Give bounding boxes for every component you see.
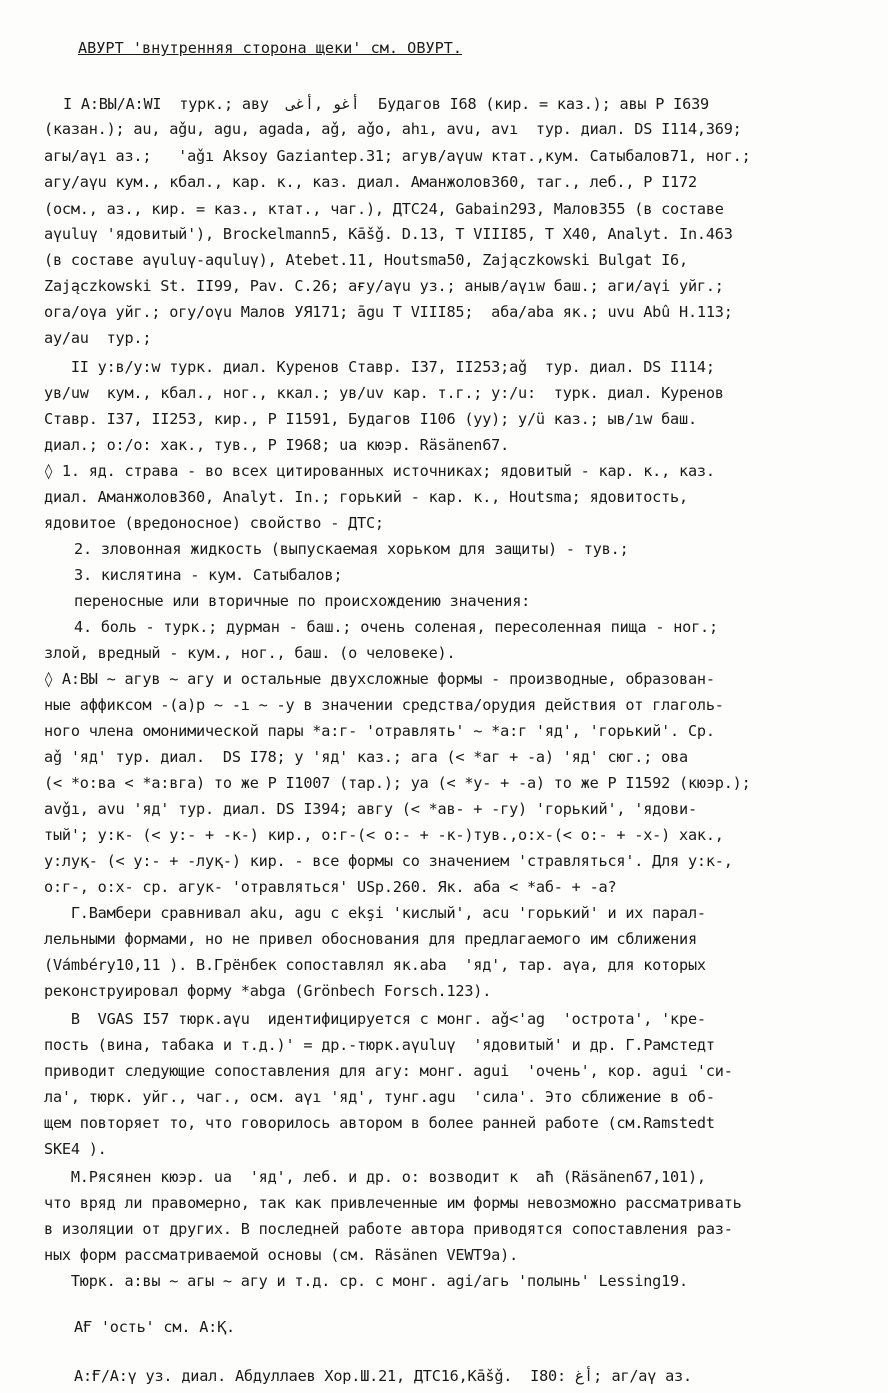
line-6: аүuluү 'ядовитый'), Brockelmann5, Kāšǧ. D.13, Т VIII85, Т X40, Analyt. In.463 <box>44 225 733 243</box>
line-46: Тюрк. а:вы ~ агы ~ агу и т.д. ср. с монг. agi/агь 'полынь' Lessing19. <box>44 1272 688 1290</box>
line-23: ◊ А:ВЫ ~ агув ~ агу и остальные двухсложные формы - производные, образован- <box>44 670 715 688</box>
line-18: 2. зловонная жидкость (выпускаемая хорьком для защиты) - тув.; <box>74 540 629 558</box>
line-33: лельными формами, но не привел обоснования для предлагаемого им сближения <box>44 930 697 948</box>
line-34: (Vámbéry10,11 ). В.Грёнбек сопоставлял як.aba 'яд', тар. аүа, для которых <box>44 956 706 974</box>
line-16: диал. Аманжолов360, Analyt. In.; горький - кар. к., Houtsma; ядовитость, <box>44 488 688 506</box>
line-4: агу/аүu кум., кбал., кар. к., каз. диал. Аманжолов360, таг., леб., Р I172 <box>44 173 697 191</box>
line-19: 3. кислятина - кум. Сатыбалов; <box>74 566 343 584</box>
line-13: Ставр. I37, II253, кир., Р I1591, Будагов I106 (уу); у/ü каз.; ыв/ıw баш. <box>44 410 697 428</box>
line-31: о:г-, о:х- ср. агук- 'отравляться' USp.260. Як. аба < *аб- + -а? <box>44 878 617 896</box>
line-38: приводит следующие сопоставления для агу: монг. agui 'очень', кор. agui 'си- <box>44 1062 733 1080</box>
entry-ag: А:Ғ/А:ү уз. диал. Абдуллаев Хор.Ш.21, ДТС16,Kāšǧ. I80: أغ; аг/аү аз. <box>74 1367 692 1385</box>
line-1: I А:ВЫ/А:WI турк.; аву أغو ,أغى Будагов I68 (кир. = каз.); авы Р I639 <box>63 95 709 113</box>
line-36: В VGAS I57 тюрк.аүu идентифицируется с монг. aǧ<'ag 'острота', 'кре- <box>44 1010 706 1028</box>
line-9: ога/оүа уйг.; огу/оүu Малов УЯ171; āgu Т VIII85; аба/aba як.; uvu Abû H.113; <box>44 303 733 321</box>
line-30: у:луқ- (< у:- + -луқ-) кир. - все формы со значением 'стравляться'. Для у:к-, <box>44 852 733 870</box>
line-37: пость (вина, табака и т.д.)' = др.-тюрк.аүuluү 'ядовитый' и др. Г.Рамстедт <box>44 1036 715 1054</box>
line-14: диал.; о:/о: хак., тув., Р I968; ua кюэр. Räsänen67. <box>44 436 510 454</box>
line-43: что вряд ли правомерно, так как привлеченные им формы невозможно рассматривать <box>44 1194 742 1212</box>
line-35: реконструировал форму *abga (Grönbech Forsch.123). <box>44 982 492 1000</box>
line-45: ных форм рассматриваемой основы (см. Räsänen VEWT9a). <box>44 1246 519 1264</box>
line-41: SKE4 ). <box>44 1140 107 1158</box>
line-12: ув/uw кум., кбал., ног., ккал.; ув/uv кар. т.г.; у:/u: турк. диал. Куренов <box>44 384 724 402</box>
line-39: ла', тюрк. уйг., чаг., осм. аүı 'яд', тунг.agu 'сила'. Это сближение в об- <box>44 1088 715 1106</box>
line-17: ядовитое (вредоносное) свойство - ДТС; <box>44 514 384 532</box>
line-8: Zajączkowski St. II99, Pav. C.26; ағу/аүu уз.; аныв/аүıw баш.; аги/аүi уйг.; <box>44 277 724 295</box>
line-5: (осм., аз., кир. = каз., ктат., чаг.), ДТС24, Gabain293, Малов355 (в составе <box>44 200 724 218</box>
line-42: М.Рясянен кюэр. ua 'яд', леб. и др. о: возводит к aħ (Räsänen67,101), <box>44 1168 706 1186</box>
entry-af: АҒ 'ость' см. А:Қ. <box>74 1318 235 1336</box>
line-21: 4. боль - турк.; дурман - баш.; очень соленая, пересоленная пища - ног.; <box>74 618 718 636</box>
line-40: щем повторяет то, что говорилось автором в более ранней работе (см.Ramstedt <box>44 1114 715 1132</box>
line-7: (в составе аүuluү-aquluү), Atebet.11, Houtsma50, Zajączkowski Bulgat I6, <box>44 251 688 269</box>
line-11: II у:в/у:w турк. диал. Куренов Ставр. I37, II253;аǧ тур. диал. DS I114; <box>44 358 715 376</box>
line-24: ные аффиксом -(а)р ~ -ı ~ -у в значении средства/орудия действия от глаголь- <box>44 696 724 714</box>
line-22: злой, вредный - кум., ног., баш. (о человеке). <box>44 644 456 662</box>
line-27: (< *о:ва < *а:вга) то же Р I1007 (тар.); уа (< *у- + -а) то же Р I1592 (кюэр.); <box>44 774 751 792</box>
line-15: ◊ 1. яд. страва - во всех цитированных источниках; ядовитый - кар. к., каз. <box>44 462 715 480</box>
line-25: ного члена омонимической пары *а:г- 'отравлять' ~ *а:г 'яд', 'горький'. Ср. <box>44 722 715 740</box>
line-32: Г.Вамбери сравнивал aku, agu с ekşi 'кислый', acu 'горький' и их парал- <box>44 904 706 922</box>
line-26: aǧ 'яд' тур. диал. DS I78; у 'яд' каз.; ага (< *аг + -а) 'яд' сюг.; ова <box>44 748 688 766</box>
line-10: ау/au тур.; <box>44 329 152 347</box>
line-29: тый'; у:к- (< у:- + -к-) кир., о:г-(< о:- + -к-)тув.,о:х-(< о:- + -х-) хак., <box>44 826 724 844</box>
line-44: в изоляции от других. В последней работе автора приводятся сопоставления раз- <box>44 1220 733 1238</box>
line-28: avǧı, avu 'яд' тур. диал. DS I394; авгу (< *ав- + -гу) 'горький', 'ядови- <box>44 800 697 818</box>
line-20: переносные или вторичные по происхождению значения: <box>74 592 531 610</box>
line-2: (казан.); au, aǧu, agu, agada, aǧ, aǧo, ahı, avu, avı тур. диал. DS I114,369; <box>44 120 742 138</box>
line-3: агы/аүı аз.; 'aǧı Aksoy Gaziantep.31; агув/аүuw ктат.,кум. Сатыбалов71, ног.; <box>44 147 751 165</box>
entry-heading-avurt: АВУРТ 'внутренняя сторона щеки' см. ОВУРТ. <box>78 39 463 57</box>
